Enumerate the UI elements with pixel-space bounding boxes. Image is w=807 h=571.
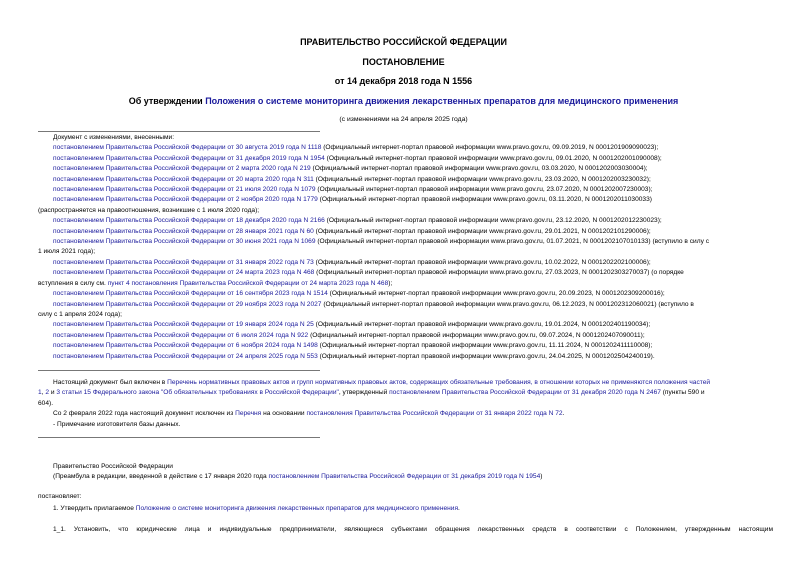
amendment-continuation: силу с 1 апреля 2024 года); xyxy=(38,310,123,318)
amendment-source: (Официальный интернет-портал правовой информации www.pravo.gov.ru, 03.03.2020, N 0001202003030004); xyxy=(310,165,648,173)
amendment-source: (Официальный интернет-портал правовой информации www.pravo.gov.ru, 27.03.2023, N 0001202303270037) (о порядке xyxy=(314,269,684,277)
amendment-item xyxy=(38,143,773,153)
amendment-link[interactable]: постановлением Правительства Российской Федерации от 16 сентября 2023 года N 1514 xyxy=(53,290,328,298)
db-maker-note: - Примечание изготовителя базы данных. xyxy=(53,420,181,428)
amendment-link[interactable]: постановлением Правительства Российской Федерации от 18 декабря 2020 года N 2166 xyxy=(53,217,325,225)
amendment-link[interactable]: постановлением Правительства Российской Федерации от 2 ноября 2020 года N 1779 xyxy=(53,196,318,204)
edition-note: (с изменениями на 24 апреля 2025 года) xyxy=(339,116,468,123)
amendment-item xyxy=(38,320,773,330)
preamble-text: (Преамбула в редакции, введенной в действие с 17 января 2020 года xyxy=(53,473,269,481)
amendment-source: (Официальный интернет-портал правовой информации www.pravo.gov.ru, 23.12.2020, N 0001202012230023); xyxy=(324,217,662,225)
item-text: . xyxy=(458,505,460,513)
note-line-1 xyxy=(38,378,773,388)
amendment-source: (Официальный интернет-портал правовой информации www.pravo.gov.ru, 19.01.2024, N 0001202401190034); xyxy=(313,321,651,329)
amendment-link[interactable]: постановлением Правительства Российской Федерации от 21 июля 2020 года N 1079 xyxy=(53,186,316,194)
note-line-2 xyxy=(38,388,773,398)
note-text: , утвержденный xyxy=(338,389,390,397)
amendment-source: (Официальный интернет-портал правовой информации www.pravo.gov.ru, 09.07.2024, N 0001202407090011); xyxy=(308,331,645,339)
amendment-link[interactable]: постановлением Правительства Российской Федерации от 6 июля 2024 года N 922 xyxy=(53,331,309,339)
amendment-source: (Официальный интернет-портал правовой информации www.pravo.gov.ru, 23.07.2020, N 0001202007230003); xyxy=(315,186,653,194)
amendment-item xyxy=(38,175,773,185)
date-number-heading: от 14 декабря 2018 года N 1556 xyxy=(334,76,473,86)
exclusion-note xyxy=(38,409,773,419)
amendment-item xyxy=(38,237,773,247)
amendment-source: (Официальный интернет-портал правовой информации www.pravo.gov.ru, 09.01.2020, N 0001202001090008); xyxy=(324,154,662,162)
amendment-source: (Официальный интернет-портал правовой информации www.pravo.gov.ru, 09.09.2019, N 0001201909090023); xyxy=(321,144,659,152)
resolution-1954-link[interactable]: постановлением Правительства Российской Федерации от 31 декабря 2019 года N 1954 xyxy=(268,473,541,481)
amendments-items xyxy=(38,143,773,362)
amendment-item xyxy=(38,216,773,226)
note-line-3: 604). xyxy=(38,399,54,407)
amendment-item xyxy=(38,289,773,299)
amendment-item xyxy=(38,258,773,268)
amendment-item xyxy=(38,185,773,195)
doc-type-heading: ПОСТАНОВЛЕНИЕ xyxy=(362,57,445,67)
note-text: (пункты 590 и xyxy=(660,389,705,397)
divider-bottom xyxy=(38,437,320,438)
amendment-item xyxy=(38,154,773,164)
amendment-source: (Официальный интернет-портал правовой информации www.pravo.gov.ru, 23.03.2020, N 0001202003230032); xyxy=(313,175,651,183)
amendment-source: (Официальный интернет-портал правовой информации www.pravo.gov.ru, 24.04.2025, N 0001202504240019). xyxy=(317,352,655,360)
amendments-list xyxy=(38,133,773,362)
amendment-source: (Официальный интернет-портал правовой информации www.pravo.gov.ru, 11.11.2024, N 0001202411110008); xyxy=(317,342,653,350)
list-link[interactable]: Перечень нормативных правовых актов и групп нормативных правовых актов, содержащих обязательные требования, в отношении которых не применяются положения частей xyxy=(167,379,711,386)
amendment-link[interactable]: постановлением Правительства Российской Федерации от 29 ноября 2023 года N 2027 xyxy=(53,300,322,308)
amendment-item xyxy=(38,300,773,310)
item-1-1: 1_1. Установить, что юридические лица и индивидуальные предприниматели, являющиеся субъектами обращения лекарственных средств в соответствии с Положением, утвержденным настоящим xyxy=(53,525,773,533)
resolution-2467-link[interactable]: постановлением Правительства Российской Федерации от 31 декабря 2020 года N 2467 xyxy=(389,389,661,397)
amendment-continuation: 1 июля 2021 года); xyxy=(38,248,96,256)
amendment-source: (Официальный интернет-портал правовой информации www.pravo.gov.ru, 29.01.2021, N 0001202101290006); xyxy=(313,227,651,235)
note-text: Настоящий документ был включен в xyxy=(53,379,168,386)
point-4-link[interactable]: пункт 4 постановления Правительства Российской Федерации от 24 марта 2023 года N 468 xyxy=(107,279,389,287)
amendment-continuation xyxy=(38,279,773,289)
amendment-item xyxy=(38,331,773,341)
amendment-source: (Официальный интернет-портал правовой информации www.pravo.gov.ru, 01.07.2021, N 0001202107010133) (вступило в силу с xyxy=(315,238,710,246)
note-sep: и xyxy=(49,389,57,397)
amendment-item xyxy=(38,195,773,205)
amendment-link[interactable]: постановлением Правительства Российской Федерации от 2 марта 2020 года N 219 xyxy=(53,165,311,173)
preamble-text: ) xyxy=(540,473,543,481)
amendment-item xyxy=(38,352,773,362)
amendment-link[interactable]: постановлением Правительства Российской Федерации от 28 января 2021 года N 60 xyxy=(53,227,314,235)
amendment-link[interactable]: постановлением Правительства Российской Федерации от 30 августа 2019 года N 1118 xyxy=(53,144,322,152)
note-text: на основании xyxy=(261,410,307,418)
amendment-link[interactable]: постановлением Правительства Российской Федерации от 24 марта 2023 года N 468 xyxy=(53,269,315,277)
note-text: Со 2 февраля 2022 года настоящий документ исключен из xyxy=(53,410,236,418)
amendment-link[interactable]: постановлением Правительства Российской Федерации от 31 января 2022 года N 73 xyxy=(53,258,314,266)
continuation-text: вступления в силу см. xyxy=(38,279,108,287)
amendment-item xyxy=(38,341,773,351)
amendment-link[interactable]: постановлением Правительства Российской Федерации от 31 декабря 2019 года N 1954 xyxy=(53,154,325,162)
amendment-item xyxy=(38,268,773,278)
decides-line: постановляет: xyxy=(38,493,82,500)
divider-top xyxy=(38,131,320,132)
amendment-link[interactable]: постановлением Правительства Российской Федерации от 30 июня 2021 года N 1069 xyxy=(53,238,316,246)
inclusion-note xyxy=(38,378,773,430)
item-1 xyxy=(38,504,773,514)
part-1-link[interactable]: 1 xyxy=(38,389,42,397)
divider-middle xyxy=(38,370,320,371)
amendment-source: (Официальный интернет-портал правовой информации www.pravo.gov.ru, 10.02.2022, N 0001202202100006); xyxy=(313,258,651,266)
regulation-link[interactable]: Положение о системе мониторинга движения лекарственных препаратов для медицинского применения xyxy=(135,505,459,513)
amendment-item xyxy=(38,164,773,174)
amendment-link[interactable]: постановлением Правительства Российской Федерации от 19 января 2024 года N 25 xyxy=(53,321,314,329)
amendment-source: (Официальный интернет-портал правовой информации www.pravo.gov.ru, 20.09.2023, N 0001202309200016); xyxy=(327,290,665,298)
amendment-continuation: (распространяется на правоотношения, возникшие с 1 июля 2020 года); xyxy=(38,206,260,214)
document-title xyxy=(0,96,807,107)
preamble-note xyxy=(38,472,773,482)
government-line: Правительство Российской Федерации xyxy=(53,463,173,470)
amendments-heading: Документ с изменениями, внесенными: xyxy=(53,134,175,141)
title-link[interactable]: Положения о системе мониторинга движения лекарственных препаратов для медицинского применения xyxy=(205,96,679,106)
continuation-text: ); xyxy=(388,279,393,287)
resolution-72-link[interactable]: постановления Правительства Российской Федерации от 31 января 2022 года N 72 xyxy=(306,410,563,418)
amendment-link[interactable]: постановлением Правительства Российской Федерации от 20 марта 2020 года N 311 xyxy=(53,175,314,183)
decision-block xyxy=(38,492,773,535)
amendment-source: (Официальный интернет-портал правовой информации www.pravo.gov.ru, 06.12.2023, N 0001202312060021) (вступило в xyxy=(321,300,694,308)
amendment-link[interactable]: постановлением Правительства Российской Федерации от 6 ноября 2024 года N 1498 xyxy=(53,342,318,350)
amendment-source: (Официальный интернет-портал правовой информации www.pravo.gov.ru, 03.11.2020, N 0001202011030033) xyxy=(317,196,652,204)
note-sep: , xyxy=(41,389,46,397)
federal-law-link[interactable]: 3 статьи 15 Федерального закона "Об обязательных требованиях в Российской Федерации" xyxy=(56,389,339,397)
part-2-link[interactable]: 2 xyxy=(45,389,50,397)
title-prefix: Об утверждении xyxy=(128,96,203,106)
item-text: 1. Утвердить прилагаемое xyxy=(53,505,136,513)
perechen-link[interactable]: Перечня xyxy=(235,410,262,418)
amendment-link[interactable]: постановлением Правительства Российской Федерации от 24 апреля 2025 года N 553 xyxy=(53,352,318,360)
amendment-item xyxy=(38,227,773,237)
note-text: . xyxy=(562,410,565,418)
resolution-body xyxy=(38,462,773,483)
org-heading: ПРАВИТЕЛЬСТВО РОССИЙСКОЙ ФЕДЕРАЦИИ xyxy=(300,37,507,47)
